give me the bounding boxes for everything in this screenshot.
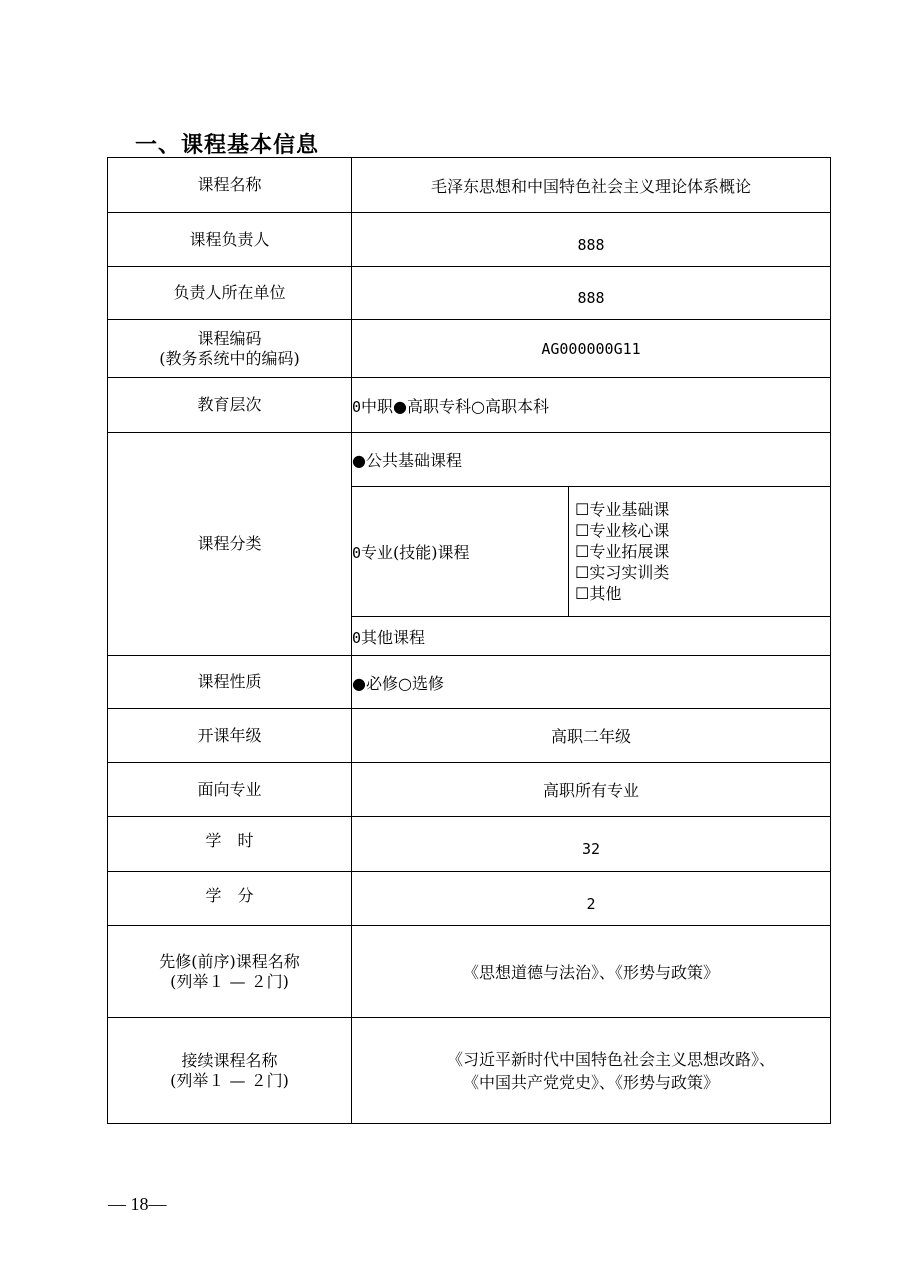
course-lead-value: 888 [352,213,831,267]
list-item: ☐其他 [575,584,622,603]
checkbox-icon: ☐ [575,563,590,582]
row-lead-unit [108,267,831,320]
category-other-mark: 0 [352,628,362,647]
credits-value: 2 [352,872,831,926]
course-name-value: 毛泽东思想和中国特色社会主义理论体系概论 [352,158,831,213]
category-professional-mark: 0 [352,544,362,562]
nature-options [352,656,831,709]
row-credits [108,872,831,926]
page-number: — 18— [108,1194,167,1214]
lead-unit-label: 负责人所在单位 [108,267,352,320]
professional-type-list [569,487,831,617]
list-item: ☐实习实训类 [575,563,670,582]
row-nature [108,656,831,709]
category-professional-text: 专业(技能)课程 [361,543,470,562]
course-code-label-sub: (教务系统中的编码) [159,348,300,368]
row-major [108,763,831,817]
hours-label: 学 时 [108,817,352,872]
row-prereq [108,926,831,1018]
row-grade [108,709,831,763]
followup-label: 接续课程名称 [181,1050,278,1070]
radio-required-mark: ● [352,673,366,693]
prereq-label-sub: (列举１ — ２门) [170,971,289,991]
category-public-cell [352,433,831,487]
section-title: 一、课程基本信息 [135,133,320,158]
course-code-value: AG000000G11 [352,320,831,378]
followup-value-line2: 《中国共产党党史》、《形势与政策》 [463,1072,720,1092]
grade-label: 开课年级 [108,709,352,763]
lead-unit-value: 888 [352,267,831,320]
nature-label: 课程性质 [108,656,352,709]
checkbox-icon: ☐ [575,542,590,561]
credits-label: 学 分 [108,872,352,926]
radio-gaozhi-zhuanke-mark: ● [393,396,408,416]
edu-level-options [352,378,831,433]
course-lead-label: 课程负责人 [108,213,352,267]
list-item: ☐专业基础课 [575,500,670,519]
prereq-value: 《思想道德与法治》、《形势与政策》 [352,926,831,1018]
hours-value: 32 [352,817,831,872]
row-course-lead [108,213,831,267]
option-gaozhi-zhuanke: 高职专科 [407,396,472,416]
followup-value-cell [352,1018,831,1124]
row-course-code [108,320,831,378]
checkbox-icon: ☐ [575,584,590,603]
prereq-label-cell [108,926,352,1018]
edu-level-label: 教育层次 [108,378,352,433]
grade-value: 高职二年级 [352,709,831,763]
row-hours [108,817,831,872]
row-category-public [108,433,831,487]
radio-elective-mark: ○ [397,673,412,693]
option-gaozhi-benke: 高职本科 [485,396,550,416]
option-required: 必修 [365,673,398,693]
course-code-label: 课程编码 [197,328,262,348]
checkbox-icon: ☐ [575,500,590,519]
course-code-label-cell [108,320,352,378]
row-course-name [108,158,831,213]
major-label: 面向专业 [108,763,352,817]
radio-gaozhi-benke-mark: ○ [471,396,485,416]
category-professional-cell [352,487,569,617]
row-followup [108,1018,831,1124]
list-item: ☐专业核心课 [575,521,670,540]
list-item: ☐专业拓展课 [575,542,670,561]
followup-label-cell [108,1018,352,1124]
row-edu-level [108,378,831,433]
followup-value-line1: 《习近平新时代中国特色社会主义思想改路》、 [447,1049,776,1069]
radio-zhongzhi-mark: 0 [352,397,362,416]
option-zhongzhi: 中职 [361,396,394,416]
category-label: 课程分类 [108,433,352,656]
prereq-label: 先修(前序)课程名称 [159,951,300,971]
major-value: 高职所有专业 [352,763,831,817]
category-other-cell [352,617,831,656]
course-info-table [107,157,831,1124]
followup-label-sub: (列举１ — ２门) [170,1070,289,1090]
category-public-text: 公共基础课程 [365,451,462,470]
category-other-text: 其他课程 [361,627,426,647]
option-elective: 选修 [411,673,444,693]
course-name-label: 课程名称 [108,158,352,213]
checkbox-icon: ☐ [575,521,590,540]
category-public-mark: ● [352,451,366,470]
